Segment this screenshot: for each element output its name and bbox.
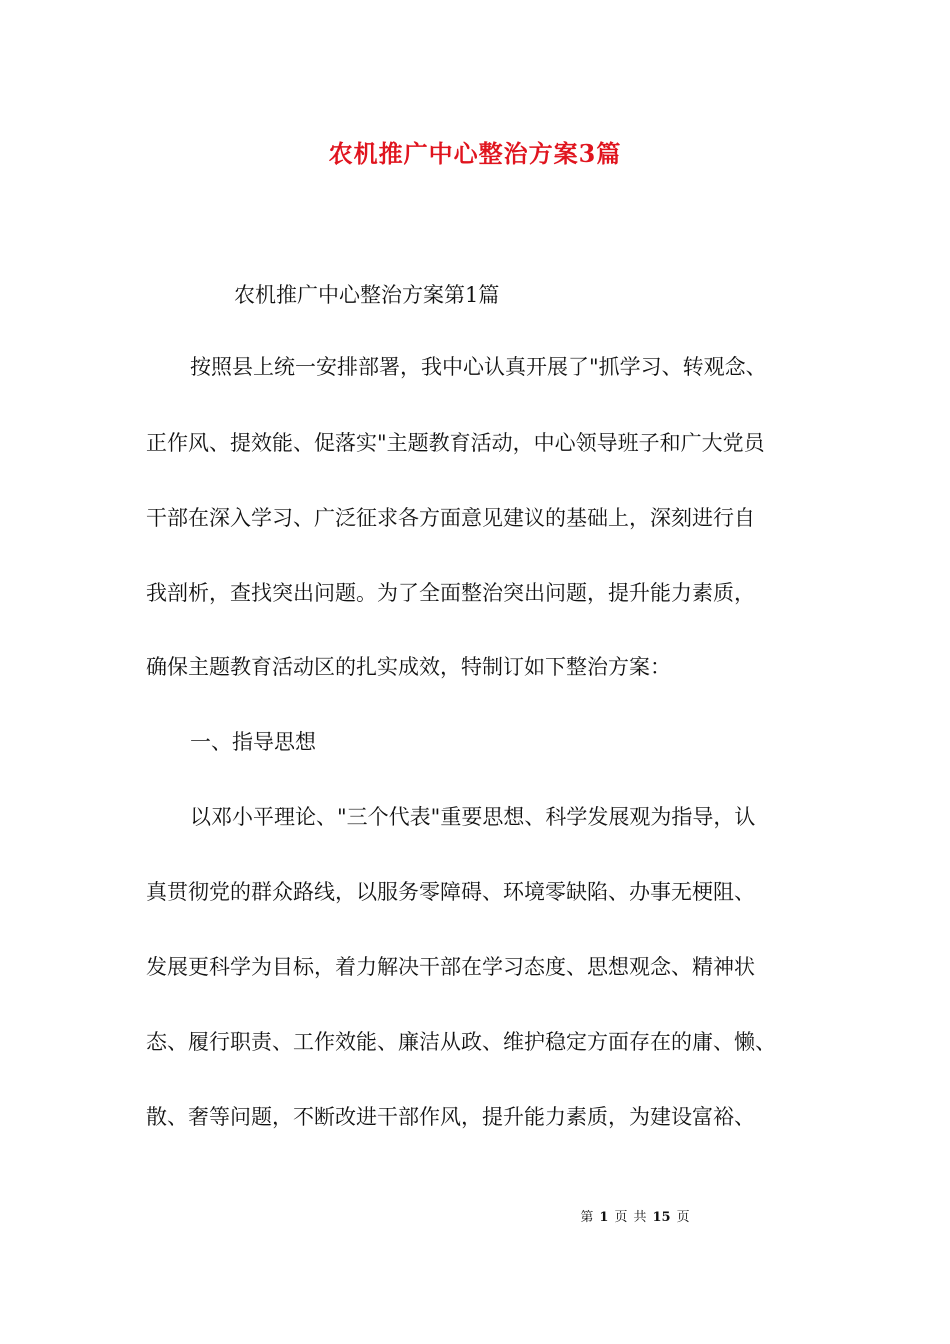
paragraph-line: 散、奢等问题，不断改进干部作风，提升能力素质，为建设富裕、 bbox=[146, 1105, 755, 1129]
paragraph-line: 正作风、提效能、促落实"主题教育活动，中心领导班子和广大党员 bbox=[146, 431, 765, 455]
footer-label-gong: 共 bbox=[633, 1210, 647, 1225]
paragraph-line: 按照县上统一安排部署，我中心认真开展了"抓学习、转观念、 bbox=[190, 355, 767, 379]
footer-current-page: 1 bbox=[599, 1210, 609, 1225]
paragraph-line: 确保主题教育活动区的扎实成效，特制订如下整治方案： bbox=[146, 655, 671, 679]
footer-label-ye: 页 bbox=[614, 1210, 628, 1225]
paragraph-line: 干部在深入学习、广泛征求各方面意见建议的基础上，深刻进行自 bbox=[146, 506, 755, 530]
paragraph-line: 态、履行职责、工作效能、廉洁从政、维护稳定方面存在的庸、懒、 bbox=[146, 1030, 776, 1054]
page-footer bbox=[0, 1208, 950, 1228]
paragraph-line: 我剖析，查找突出问题。为了全面整治突出问题，提升能力素质， bbox=[146, 581, 755, 605]
footer-total-pages: 15 bbox=[652, 1210, 671, 1225]
footer-label-ye2: 页 bbox=[676, 1210, 690, 1225]
paragraph-line: 真贯彻党的群众路线，以服务零障碍、环境零缺陷、办事无梗阻、 bbox=[146, 880, 755, 904]
section-subtitle: 农机推广中心整治方案第1篇 bbox=[234, 283, 500, 307]
section-heading: 一、指导思想 bbox=[190, 730, 316, 754]
paragraph-line: 发展更科学为目标，着力解决干部在学习态度、思想观念、精神状 bbox=[146, 955, 755, 979]
document-title: 农机推广中心整治方案3篇 bbox=[328, 139, 622, 168]
paragraph-line: 以邓小平理论、"三个代表"重要思想、科学发展观为指导，认 bbox=[190, 805, 756, 829]
footer-label-di: 第 bbox=[580, 1210, 594, 1225]
